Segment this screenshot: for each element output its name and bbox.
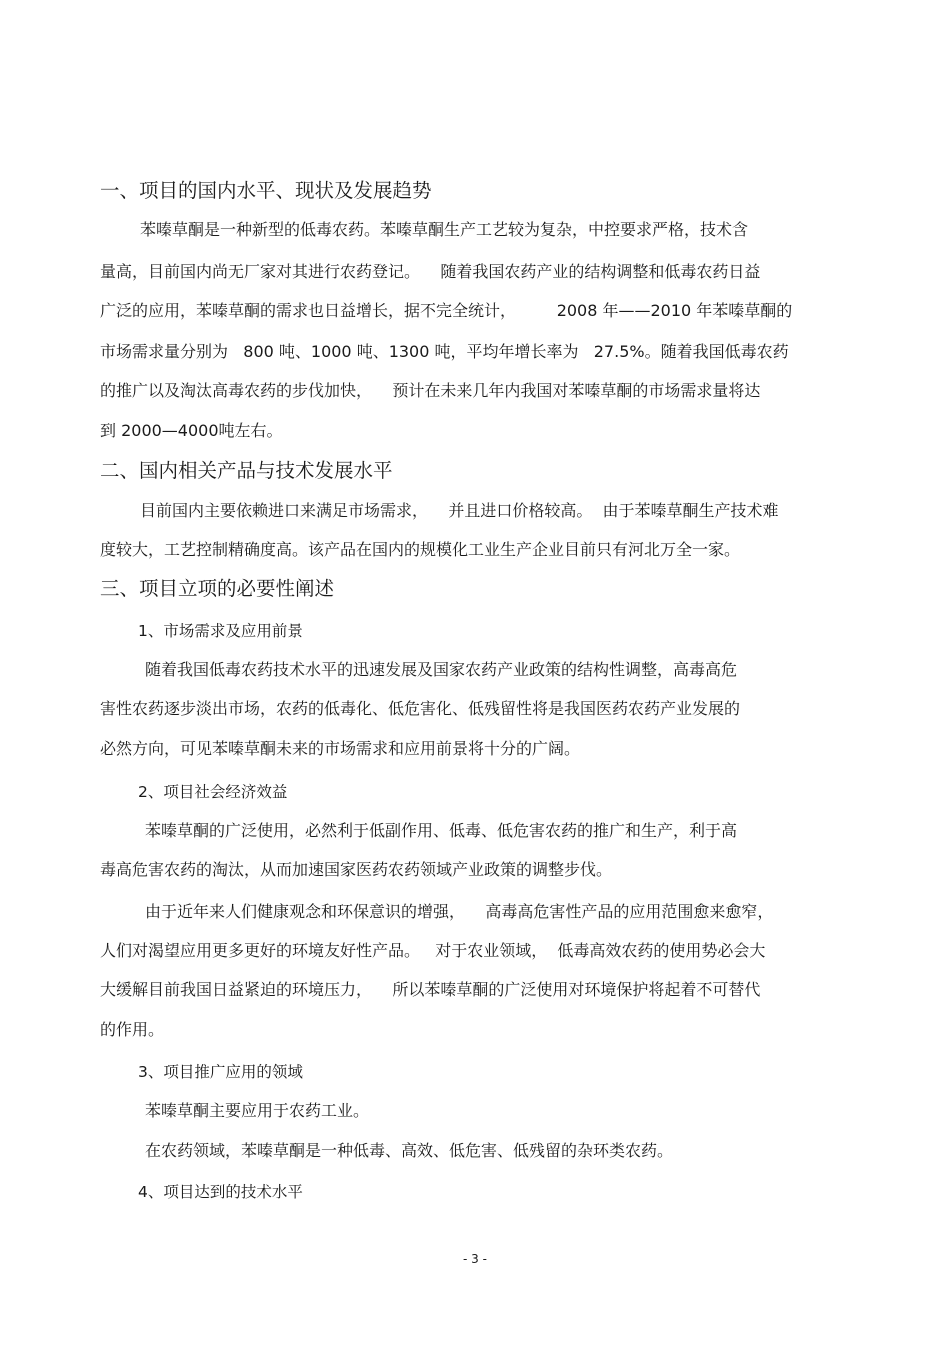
subsection-title-3: 3、项目推广应用的领域: [138, 1063, 303, 1081]
paragraph-line: 苯嗪草酮的广泛使用，必然利于低副作用、低毒、低危害农药的推广和生产，利于高: [145, 821, 738, 840]
section-heading-2: 二、国内相关产品与技术发展水平: [100, 459, 393, 482]
paragraph-line: 的推广以及淘汰高毒农药的步伐加快， 预计在未来几年内我国对苯嗪草酮的市场需求量将达: [100, 381, 761, 400]
subsection-title-4: 4、项目达到的技术水平: [138, 1183, 303, 1201]
section-heading-3: 三、项目立项的必要性阐述: [100, 577, 335, 600]
paragraph-line: 广泛的应用，苯嗪草酮的需求也日益增长，据不完全统计， 2008 年——2010 年苯嗪草酮的: [100, 301, 793, 320]
paragraph-line: 大缓解目前我国日益紧迫的环境压力， 所以苯嗪草酮的广泛使用对环境保护将起着不可替代: [100, 980, 761, 999]
paragraph-line: 度较大，工艺控制精确度高。该产品在国内的规模化工业生产企业目前只有河北万全一家。: [100, 540, 741, 559]
paragraph-line: 害性农药逐步淡出市场，农药的低毒化、低危害化、低残留性将是我国医药农药产业发展的: [100, 699, 741, 718]
subsection-title-1: 1、市场需求及应用前景: [138, 622, 303, 640]
paragraph-line: 量高，目前国内尚无厂家对其进行农药登记。 随着我国农药产业的结构调整和低毒农药日益: [100, 262, 761, 281]
paragraph-line: 市场需求量分别为 800 吨、1000 吨、1300 吨，平均年增长率为 27.5%。随着我国低毒农药: [100, 342, 789, 361]
paragraph-line: 在农药领域，苯嗪草酮是一种低毒、高效、低危害、低残留的杂环类农药。: [145, 1141, 674, 1160]
paragraph-line: 苯嗪草酮是一种新型的低毒农药。苯嗪草酮生产工艺较为复杂，中控要求严格，技术含: [140, 220, 749, 239]
paragraph-line: 随着我国低毒农药技术水平的迅速发展及国家农药产业政策的结构性调整，高毒高危: [145, 660, 738, 679]
paragraph-line: 到 2000—4000吨左右。: [100, 421, 283, 440]
paragraph-line: 毒高危害农药的淘汰，从而加速国家医药农药领域产业政策的调整步伐。: [100, 860, 613, 879]
paragraph-line: 目前国内主要依赖进口来满足市场需求， 并且进口价格较高。 由于苯嗪草酮生产技术难: [140, 501, 779, 520]
paragraph-line: 由于近年来人们健康观念和环保意识的增强， 高毒高危害性产品的应用范围愈来愈窄，: [145, 902, 774, 921]
subsection-title-2: 2、项目社会经济效益: [138, 783, 288, 801]
section-heading-1: 一、项目的国内水平、现状及发展趋势: [100, 179, 432, 202]
paragraph-line: 苯嗪草酮主要应用于农药工业。: [145, 1101, 370, 1120]
paragraph-line: 人们对渴望应用更多更好的环境友好性产品。 对于农业领域， 低毒高效农药的使用势必会大: [100, 941, 766, 960]
paragraph-line: 必然方向，可见苯嗪草酮未来的市场需求和应用前景将十分的广阔。: [100, 739, 581, 758]
page-number: - 3 -: [463, 1252, 487, 1266]
paragraph-line: 的作用。: [100, 1020, 165, 1039]
